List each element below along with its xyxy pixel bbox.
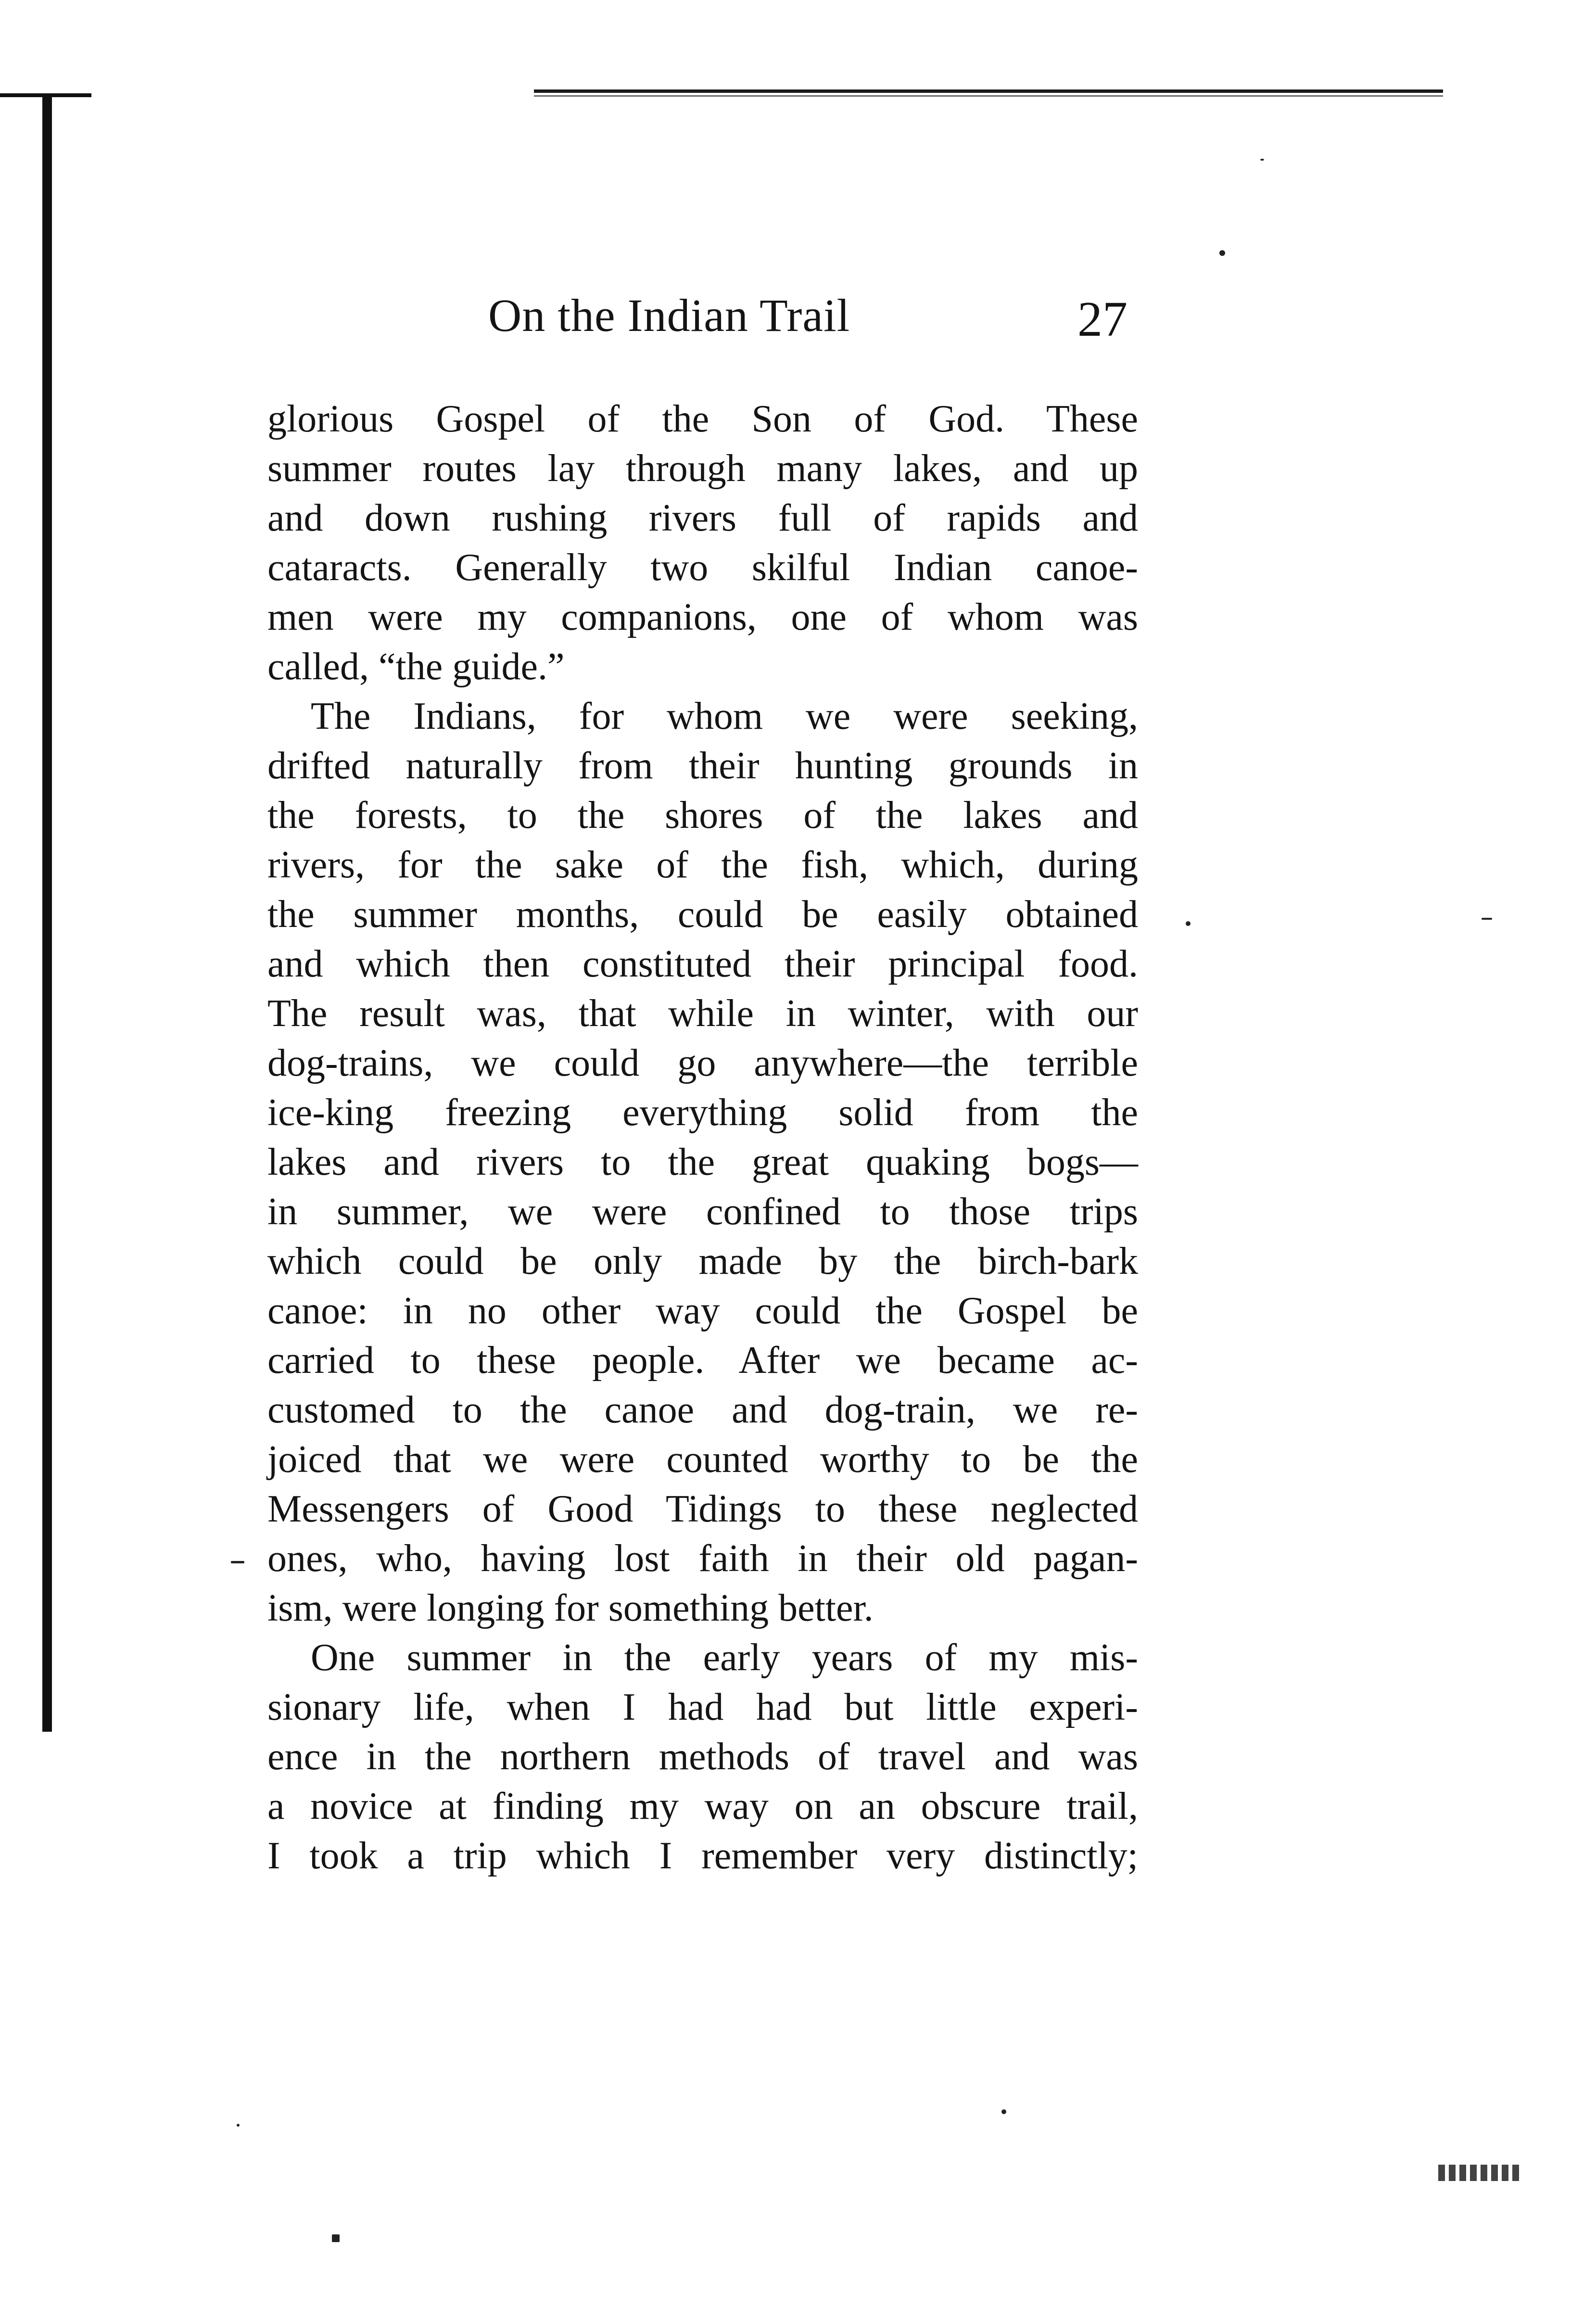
text-line: rivers, for the sake of the fish, which, during bbox=[267, 844, 1138, 886]
text-line: ice-king freezing everything solid from the bbox=[267, 1091, 1138, 1134]
text-line: lakes and rivers to the great quaking bogs— bbox=[267, 1141, 1138, 1183]
text-line: glorious Gospel of the Son of God. These bbox=[267, 398, 1138, 440]
scan-speck bbox=[332, 2234, 340, 2242]
text-line: which could be only made by the birch-bark bbox=[267, 1240, 1138, 1282]
text-line: sionary life, when I had had but little experi- bbox=[267, 1686, 1138, 1728]
text-line: The Indians, for whom we were seeking, bbox=[311, 695, 1138, 737]
text-line: ones, who, having lost faith in their old pagan- bbox=[267, 1537, 1138, 1580]
text-line: One summer in the early years of my mis- bbox=[311, 1636, 1138, 1679]
text-line: ism, were longing for something better. bbox=[267, 1587, 874, 1629]
text-line: joiced that we were counted worthy to be the bbox=[267, 1438, 1138, 1481]
scan-top-rule bbox=[534, 89, 1443, 93]
text-line: customed to the canoe and dog-train, we re- bbox=[267, 1389, 1138, 1431]
text-line: and down rushing rivers full of rapids and bbox=[267, 497, 1138, 539]
page-number: 27 bbox=[1077, 292, 1127, 347]
scan-top-rule-thin bbox=[534, 95, 1443, 97]
text-line: the summer months, could be easily obtained bbox=[267, 893, 1138, 936]
scan-speck bbox=[1260, 159, 1264, 161]
text-line: and which then constituted their principal food. bbox=[267, 943, 1138, 985]
text-line: cataracts. Generally two skilful Indian canoe- bbox=[267, 546, 1138, 589]
running-title: On the Indian Trail bbox=[488, 290, 850, 341]
scan-speck bbox=[231, 1561, 244, 1563]
text-line: ence in the northern methods of travel and was bbox=[267, 1736, 1138, 1778]
text-line: men were my companions, one of whom was bbox=[267, 596, 1138, 638]
scan-binding-edge bbox=[42, 96, 52, 1732]
text-line: summer routes lay through many lakes, and up bbox=[267, 447, 1138, 490]
text-line: carried to these people. After we became ac- bbox=[267, 1339, 1138, 1382]
text-line: called, “the guide.” bbox=[267, 646, 565, 688]
scan-speck bbox=[237, 2124, 240, 2127]
scan-speck bbox=[1482, 918, 1492, 920]
scan-speck bbox=[1219, 250, 1225, 256]
text-line: a novice at finding my way on an obscure trail, bbox=[267, 1785, 1138, 1827]
text-line: the forests, to the shores of the lakes and bbox=[267, 794, 1138, 837]
scan-speck bbox=[1186, 921, 1191, 926]
scan-stamp-mark bbox=[1438, 2165, 1520, 2181]
scan-speck bbox=[1001, 2109, 1006, 2114]
text-line: in summer, we were confined to those trips bbox=[267, 1191, 1138, 1233]
text-line: I took a trip which I remember very distinctly; bbox=[267, 1835, 1138, 1877]
text-line: dog-trains, we could go anywhere—the terrible bbox=[267, 1042, 1138, 1084]
text-line: canoe: in no other way could the Gospel be bbox=[267, 1290, 1138, 1332]
text-line: drifted naturally from their hunting grounds in bbox=[267, 745, 1138, 787]
body-text bbox=[267, 394, 1138, 1881]
text-line: Messengers of Good Tidings to these neglected bbox=[267, 1488, 1138, 1530]
text-line: The result was, that while in winter, with our bbox=[267, 992, 1138, 1035]
